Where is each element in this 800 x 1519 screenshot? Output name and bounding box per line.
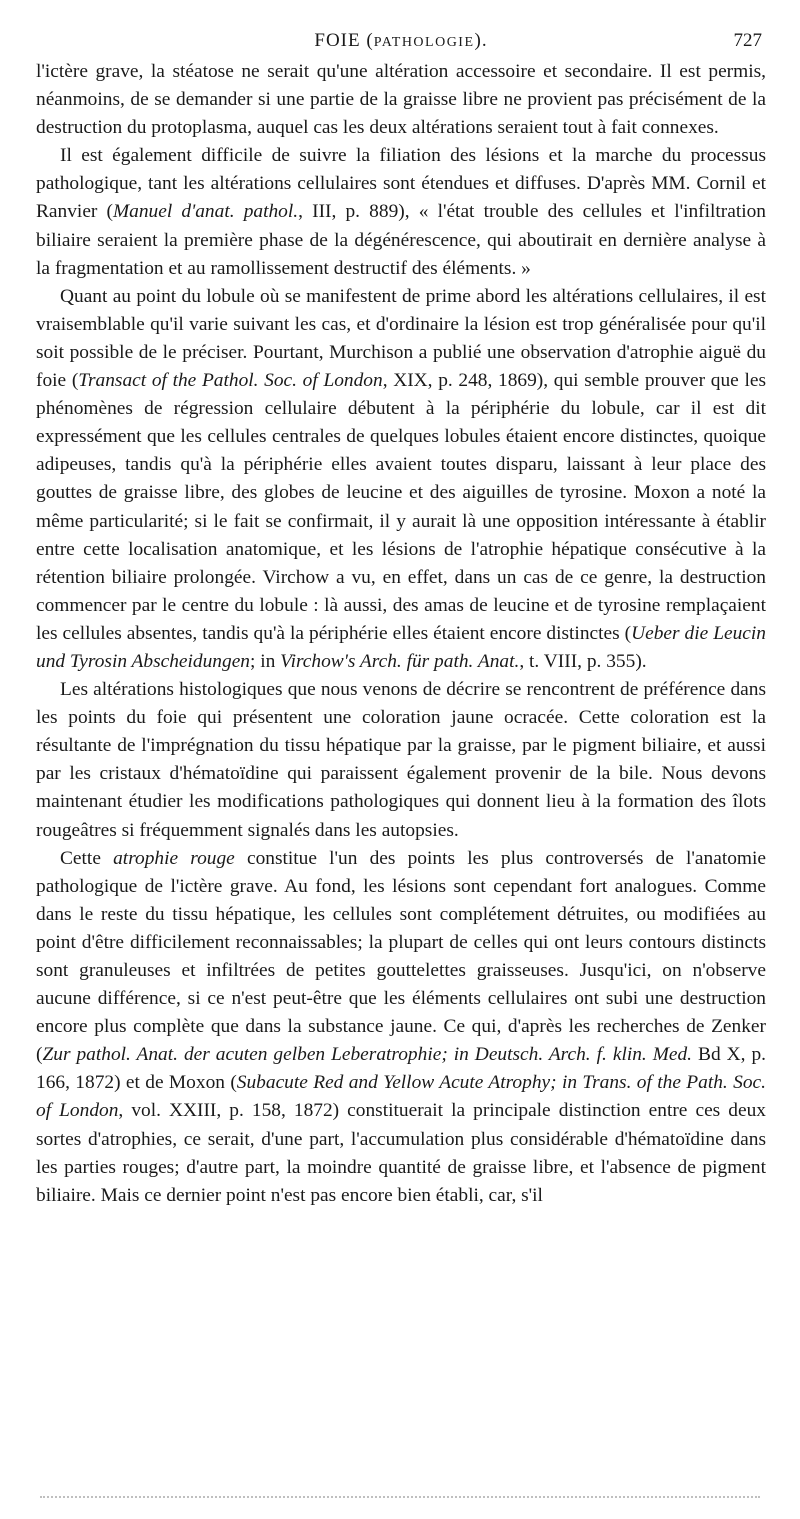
paragraph [36,676,766,845]
text-run: ; in [250,650,281,672]
text-run: constitue l'un des points les plus controversés de l'anatomie pathologique de l'ictère grave. Au fond, les lésions sont cependant fort analogues. Comme dans le reste du tissu hépatique, les cellules sont complétement détruites, ou modifiées au point d'être difficilement reconnaissables; la plupart de celles qui ont leurs contours distincts sont granuleuses et infiltrées de petites gouttelettes graisseuses. Jusqu'ici, on n'observe aucune différence, si ce n'est peut-être que les éléments cellulaires ont subi une destruction encore plus complète que dans la substance jaune. Ce qui, d'après les recherches de Zenker ( [36,847,766,1066]
text-run: Bd X, p. 166, 1872) et de Moxon ( [36,1044,766,1094]
text-run: Cette [60,847,114,869]
text-run: l'ictère grave, la stéatose ne serait qu'une altération accessoire et secondaire. Il est permis, néanmoins, de se demander si une partie de la graisse libre ne provient pas précisément de la destruction du protoplasma, auquel cas les deux altérations seraient tout à fait connexes. [36,61,766,139]
italic-citation: Transact of the Pathol. Soc. of London [78,370,383,392]
running-title-main: FOIE ( [314,30,374,51]
paragraph [36,58,766,142]
bottom-scan-artifact [40,1496,760,1498]
paragraph [36,283,766,676]
running-header [36,30,766,54]
running-title-smallcaps: PATHOLOGIE [373,35,475,50]
italic-citation: Ueber die Leucin und Tyrosin Abscheidungen [36,622,766,672]
text-run: Les altérations histologiques que nous venons de décrire se rencontrent de préférence dans les points du foie qui présentent une coloration jaune ocracée. Cette coloration est la résultante de l'imprégnation du tissu hépatique par la graisse, par le pigment biliaire, et aussi par les cristaux d'hématoïdine qui paraissent également provenir de la bile. Nous devons maintenant étudier les modifications pathologiques qui donnent lieu à la formation des îlots rougeâtres si fréquemment signalés dans les autopsies. [36,679,766,841]
text-run: Quant au point du lobule où se manifestent de prime abord les altérations cellulaires, il est vraisemblable qu'il varie suivant les cas, et d'ordinaire la lésion est trop généralisée pour qu'il soit possible de le préciser. Pourtant, Murchison a publié une observation d'atrophie aiguë du foie ( [36,285,766,392]
italic-citation: Zur pathol. Anat. der acuten gelben Leberatrophie; in Deutsch. Arch. f. klin. Med. [42,1044,693,1066]
page-number: 727 [733,30,762,51]
text-run: , III, p. 889), « l'état trouble des cellules et l'infiltration biliaire seraient la première phase de la dégénérescence, qui aboutirait en dernière analyse à la fragmentation et au ramollissement destructif des éléments. » [36,201,767,279]
text-run: , t. VIII, p. 355). [519,650,647,672]
body-text [36,58,766,1210]
text-run: Il est également difficile de suivre la filiation des lésions et la marche du processus pathologique, tant les altérations cellulaires sont étendues et diffuses. D'après MM. Cornil et Ranvier ( [36,145,766,223]
italic-citation: Virchow's Arch. für path. Anat. [280,650,520,672]
running-title [36,30,766,52]
paragraph [36,845,766,1210]
italic-citation: Subacute Red and Yellow Acute Atrophy; in Trans. of the Path. Soc. of London [36,1072,766,1122]
paragraph [36,142,766,282]
italic-citation: atrophie rouge [113,847,235,869]
text-run: , vol. XXIII, p. 158, 1872) constituerait la principale distinction entre ces deux sortes d'atrophies, ce serait, d'une part, l'accumulation plus considérable d'hématoïdine dans les parties rouges; d'autre part, la moindre quantité de graisse libre, et l'absence de pigment biliaire. Mais ce dernier point n'est pas encore bien établi, car, s'il [36,1100,766,1206]
running-title-end: ). [474,30,488,51]
italic-citation: Manuel d'anat. pathol. [113,201,299,223]
text-run: , XIX, p. 248, 1869), qui semble prouver que les phénomènes de régression cellulaire débutent à la périphérie du lobule, car il est dit expressément que les cellules centrales de quelques lobules étaient encore distinctes, quoique adipeuses, tandis qu'à la périphérie elles avaient toutes disparu, laissant à leur place des gouttes de graisse libre, des globes de leucine et des aiguilles de tyrosine. Moxon a noté la même particularité; si le fait se confirmait, il y aurait là une opposition intéressante à établir entre cette localisation anatomique, et les lésions de l'atrophie hépatique consécutive à la rétention biliaire prolongée. Virchow a vu, en effet, dans un cas de ce genre, la destruction commencer par le centre du lobule : là aussi, des amas de leucine et de tyrosine remplaçaient les cellules absentes, tandis qu'à la périphérie elles étaient encore distinctes ( [36,370,766,644]
